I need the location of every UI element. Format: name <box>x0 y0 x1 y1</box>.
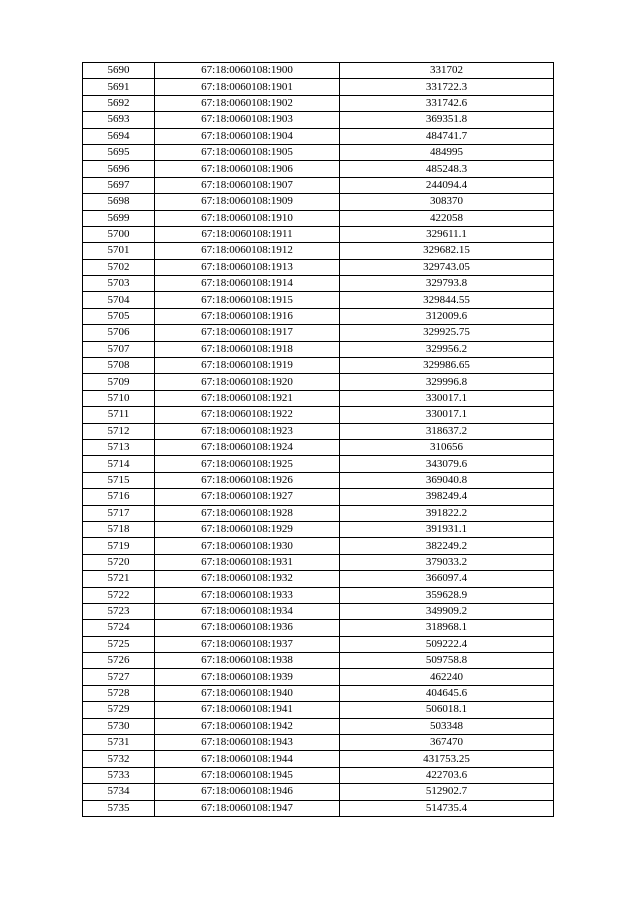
cadastral-value-cell: 329611.1 <box>340 226 554 242</box>
cadastral-value-cell: 329793.8 <box>340 276 554 292</box>
cadastral-value-cell: 391822.2 <box>340 505 554 521</box>
cadastral-number-cell: 67:18:0060108:1941 <box>155 702 340 718</box>
cadastral-number-cell: 67:18:0060108:1938 <box>155 653 340 669</box>
row-number-cell: 5696 <box>83 161 155 177</box>
cadastral-number-cell: 67:18:0060108:1907 <box>155 177 340 193</box>
table-row <box>83 505 554 521</box>
cadastral-value-cell: 244094.4 <box>340 177 554 193</box>
cadastral-number-cell: 67:18:0060108:1911 <box>155 226 340 242</box>
row-number-cell: 5732 <box>83 751 155 767</box>
table-row <box>83 407 554 423</box>
row-number-cell: 5735 <box>83 800 155 816</box>
table-row <box>83 456 554 472</box>
row-number-cell: 5705 <box>83 308 155 324</box>
row-number-cell: 5692 <box>83 95 155 111</box>
row-number-cell: 5734 <box>83 784 155 800</box>
cadastral-value-cell: 318637.2 <box>340 423 554 439</box>
cadastral-number-cell: 67:18:0060108:1921 <box>155 390 340 406</box>
table-row <box>83 292 554 308</box>
cadastral-number-cell: 67:18:0060108:1904 <box>155 128 340 144</box>
row-number-cell: 5733 <box>83 767 155 783</box>
row-number-cell: 5725 <box>83 636 155 652</box>
cadastral-number-cell: 67:18:0060108:1944 <box>155 751 340 767</box>
row-number-cell: 5701 <box>83 243 155 259</box>
cadastral-number-cell: 67:18:0060108:1940 <box>155 685 340 701</box>
row-number-cell: 5700 <box>83 226 155 242</box>
table-row <box>83 620 554 636</box>
table-row <box>83 423 554 439</box>
cadastral-value-cell: 398249.4 <box>340 489 554 505</box>
cadastral-number-cell: 67:18:0060108:1913 <box>155 259 340 275</box>
cadastral-value-cell: 367470 <box>340 735 554 751</box>
table-row <box>83 358 554 374</box>
cadastral-number-cell: 67:18:0060108:1925 <box>155 456 340 472</box>
table-row <box>83 685 554 701</box>
cadastral-value-cell: 312009.6 <box>340 308 554 324</box>
cadastral-value-cell: 422058 <box>340 210 554 226</box>
cadastral-value-cell: 329682.15 <box>340 243 554 259</box>
row-number-cell: 5718 <box>83 521 155 537</box>
table-row <box>83 95 554 111</box>
table-row <box>83 243 554 259</box>
cadastral-value-cell: 359628.9 <box>340 587 554 603</box>
cadastral-value-cell: 366097.4 <box>340 571 554 587</box>
cadastral-value-cell: 431753.25 <box>340 751 554 767</box>
row-number-cell: 5713 <box>83 439 155 455</box>
cadastral-value-cell: 329996.8 <box>340 374 554 390</box>
cadastral-value-cell: 329986.65 <box>340 358 554 374</box>
cadastral-number-cell: 67:18:0060108:1945 <box>155 767 340 783</box>
table-row <box>83 653 554 669</box>
cadastral-number-cell: 67:18:0060108:1910 <box>155 210 340 226</box>
cadastral-number-cell: 67:18:0060108:1903 <box>155 112 340 128</box>
row-number-cell: 5723 <box>83 603 155 619</box>
cadastral-value-cell: 343079.6 <box>340 456 554 472</box>
table-row <box>83 603 554 619</box>
cadastral-number-cell: 67:18:0060108:1927 <box>155 489 340 505</box>
cadastral-value-cell: 331702 <box>340 63 554 79</box>
row-number-cell: 5702 <box>83 259 155 275</box>
cadastral-number-cell: 67:18:0060108:1932 <box>155 571 340 587</box>
cadastral-number-cell: 67:18:0060108:1936 <box>155 620 340 636</box>
cadastral-number-cell: 67:18:0060108:1943 <box>155 735 340 751</box>
cadastral-number-cell: 67:18:0060108:1937 <box>155 636 340 652</box>
table-row <box>83 325 554 341</box>
table-row <box>83 128 554 144</box>
row-number-cell: 5724 <box>83 620 155 636</box>
cadastral-number-cell: 67:18:0060108:1942 <box>155 718 340 734</box>
row-number-cell: 5722 <box>83 587 155 603</box>
cadastral-value-cell: 462240 <box>340 669 554 685</box>
cadastral-number-cell: 67:18:0060108:1906 <box>155 161 340 177</box>
cadastral-number-cell: 67:18:0060108:1901 <box>155 79 340 95</box>
cadastral-value-cell: 422703.6 <box>340 767 554 783</box>
row-number-cell: 5693 <box>83 112 155 128</box>
cadastral-value-cell: 503348 <box>340 718 554 734</box>
cadastral-number-cell: 67:18:0060108:1928 <box>155 505 340 521</box>
cadastral-number-cell: 67:18:0060108:1930 <box>155 538 340 554</box>
table-row <box>83 439 554 455</box>
row-number-cell: 5715 <box>83 472 155 488</box>
cadastral-number-cell: 67:18:0060108:1900 <box>155 63 340 79</box>
cadastral-value-cell: 331722.3 <box>340 79 554 95</box>
table-row <box>83 554 554 570</box>
cadastral-value-cell: 509758.8 <box>340 653 554 669</box>
table-row <box>83 144 554 160</box>
row-number-cell: 5695 <box>83 144 155 160</box>
cadastral-value-cell: 329844.55 <box>340 292 554 308</box>
cadastral-number-cell: 67:18:0060108:1916 <box>155 308 340 324</box>
row-number-cell: 5707 <box>83 341 155 357</box>
row-number-cell: 5709 <box>83 374 155 390</box>
table-row <box>83 226 554 242</box>
table-row <box>83 276 554 292</box>
row-number-cell: 5706 <box>83 325 155 341</box>
row-number-cell: 5714 <box>83 456 155 472</box>
row-number-cell: 5730 <box>83 718 155 734</box>
table-row <box>83 702 554 718</box>
table-row <box>83 472 554 488</box>
cadastral-value-cell: 308370 <box>340 194 554 210</box>
table-row <box>83 374 554 390</box>
table-row <box>83 636 554 652</box>
table-row <box>83 194 554 210</box>
table-row <box>83 390 554 406</box>
cadastral-value-cell: 514735.4 <box>340 800 554 816</box>
cadastral-value-cell: 484741.7 <box>340 128 554 144</box>
row-number-cell: 5704 <box>83 292 155 308</box>
table-row <box>83 767 554 783</box>
cadastral-number-cell: 67:18:0060108:1915 <box>155 292 340 308</box>
cadastral-number-cell: 67:18:0060108:1931 <box>155 554 340 570</box>
table-row <box>83 538 554 554</box>
row-number-cell: 5720 <box>83 554 155 570</box>
cadastral-number-cell: 67:18:0060108:1909 <box>155 194 340 210</box>
cadastral-number-cell: 67:18:0060108:1923 <box>155 423 340 439</box>
row-number-cell: 5710 <box>83 390 155 406</box>
cadastral-number-cell: 67:18:0060108:1933 <box>155 587 340 603</box>
table-row <box>83 784 554 800</box>
row-number-cell: 5708 <box>83 358 155 374</box>
table-row <box>83 341 554 357</box>
cadastral-number-cell: 67:18:0060108:1947 <box>155 800 340 816</box>
cadastral-number-cell: 67:18:0060108:1929 <box>155 521 340 537</box>
cadastral-number-cell: 67:18:0060108:1917 <box>155 325 340 341</box>
cadastral-value-cell: 512902.7 <box>340 784 554 800</box>
cadastral-value-cell: 484995 <box>340 144 554 160</box>
cadastral-number-cell: 67:18:0060108:1905 <box>155 144 340 160</box>
cadastral-value-cell: 331742.6 <box>340 95 554 111</box>
table-row <box>83 63 554 79</box>
row-number-cell: 5697 <box>83 177 155 193</box>
row-number-cell: 5719 <box>83 538 155 554</box>
table-row <box>83 161 554 177</box>
cadastral-value-cell: 310656 <box>340 439 554 455</box>
row-number-cell: 5690 <box>83 63 155 79</box>
row-number-cell: 5703 <box>83 276 155 292</box>
cadastral-value-cell: 329743.05 <box>340 259 554 275</box>
table-row <box>83 735 554 751</box>
table-row <box>83 210 554 226</box>
cadastral-value-cell: 509222.4 <box>340 636 554 652</box>
table-body <box>83 63 554 817</box>
table-row <box>83 308 554 324</box>
cadastral-value-cell: 329956.2 <box>340 341 554 357</box>
row-number-cell: 5721 <box>83 571 155 587</box>
table-row <box>83 489 554 505</box>
row-number-cell: 5728 <box>83 685 155 701</box>
row-number-cell: 5717 <box>83 505 155 521</box>
cadastral-number-cell: 67:18:0060108:1919 <box>155 358 340 374</box>
cadastral-value-cell: 329925.75 <box>340 325 554 341</box>
row-number-cell: 5711 <box>83 407 155 423</box>
row-number-cell: 5712 <box>83 423 155 439</box>
cadastral-number-cell: 67:18:0060108:1920 <box>155 374 340 390</box>
cadastral-value-cell: 330017.1 <box>340 407 554 423</box>
cadastral-value-table <box>82 62 554 817</box>
table-row <box>83 800 554 816</box>
cadastral-value-cell: 485248.3 <box>340 161 554 177</box>
cadastral-value-cell: 369040.8 <box>340 472 554 488</box>
row-number-cell: 5727 <box>83 669 155 685</box>
row-number-cell: 5698 <box>83 194 155 210</box>
cadastral-value-cell: 369351.8 <box>340 112 554 128</box>
row-number-cell: 5694 <box>83 128 155 144</box>
cadastral-number-cell: 67:18:0060108:1914 <box>155 276 340 292</box>
cadastral-number-cell: 67:18:0060108:1918 <box>155 341 340 357</box>
cadastral-value-cell: 318968.1 <box>340 620 554 636</box>
cadastral-value-cell: 330017.1 <box>340 390 554 406</box>
cadastral-number-cell: 67:18:0060108:1939 <box>155 669 340 685</box>
row-number-cell: 5691 <box>83 79 155 95</box>
row-number-cell: 5726 <box>83 653 155 669</box>
cadastral-value-cell: 391931.1 <box>340 521 554 537</box>
table-row <box>83 571 554 587</box>
cadastral-number-cell: 67:18:0060108:1926 <box>155 472 340 488</box>
table-row <box>83 177 554 193</box>
row-number-cell: 5699 <box>83 210 155 226</box>
table-row <box>83 718 554 734</box>
cadastral-value-cell: 379033.2 <box>340 554 554 570</box>
table-row <box>83 587 554 603</box>
table-row <box>83 112 554 128</box>
row-number-cell: 5729 <box>83 702 155 718</box>
row-number-cell: 5716 <box>83 489 155 505</box>
row-number-cell: 5731 <box>83 735 155 751</box>
cadastral-number-cell: 67:18:0060108:1912 <box>155 243 340 259</box>
cadastral-number-cell: 67:18:0060108:1934 <box>155 603 340 619</box>
cadastral-number-cell: 67:18:0060108:1902 <box>155 95 340 111</box>
cadastral-value-cell: 382249.2 <box>340 538 554 554</box>
table-row <box>83 521 554 537</box>
cadastral-number-cell: 67:18:0060108:1946 <box>155 784 340 800</box>
table-row <box>83 259 554 275</box>
cadastral-value-cell: 506018.1 <box>340 702 554 718</box>
cadastral-value-cell: 349909.2 <box>340 603 554 619</box>
cadastral-number-cell: 67:18:0060108:1924 <box>155 439 340 455</box>
cadastral-number-cell: 67:18:0060108:1922 <box>155 407 340 423</box>
cadastral-value-cell: 404645.6 <box>340 685 554 701</box>
table-row <box>83 669 554 685</box>
table-row <box>83 79 554 95</box>
table-row <box>83 751 554 767</box>
